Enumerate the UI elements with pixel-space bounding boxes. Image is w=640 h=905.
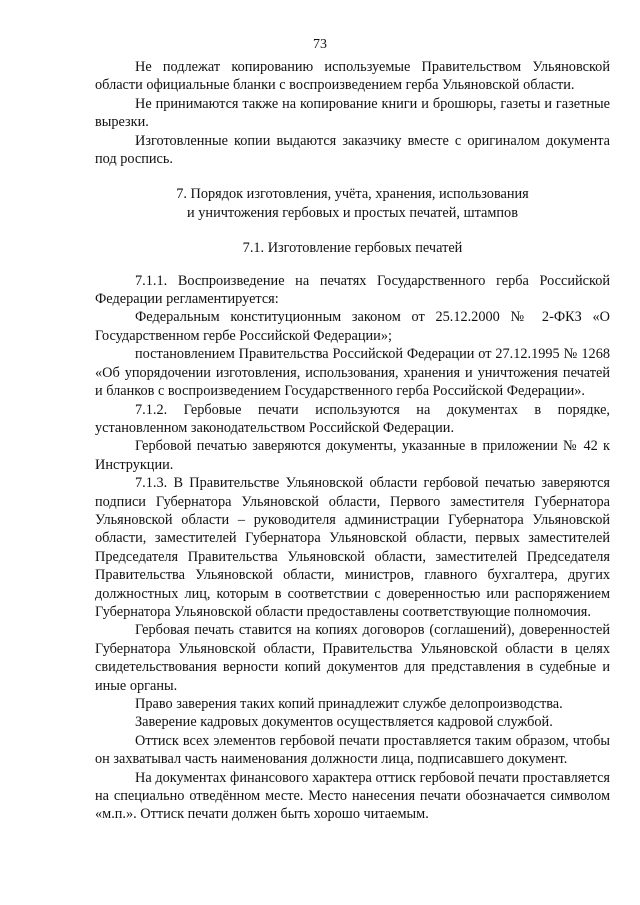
page-number: 73	[313, 37, 327, 52]
paragraph: 7.1.3. В Правительстве Ульяновской области гербовой печатью заверяются подписи Губернатора Ульяновской области, Первого заместителя Губернатора Ульяновской области – руководителя администрации Губернатора Ульяновской области, заместителей Губернатора Ульяновской области, первых заместителей Председателя Правительства Ульяновской области, заместителей Председателя Правительства Ульяновской области, министров, главного бухгалтера, других должностных лиц, которым в соответствии с доверенностью или распоряжением Губернатора Ульяновской области предоставлены соответствующие полномочия.	[95, 475, 610, 620]
paragraph: Гербовая печать ставится на копиях договоров (соглашений), доверенностей Губернатора Ульяновской области, Правительства Ульяновской области в целях свидетельствования верности копий документов для представления в судебные и иные органы.	[95, 622, 610, 694]
paragraph: На документах финансового характера оттиск гербовой печати проставляется на специально отведённом месте. Место нанесения печати обозначается символом «м.п.». Оттиск печати должен быть хорошо читаемым.	[95, 769, 610, 823]
paragraph: Гербовой печатью заверяются документы, указанные в приложении № 42 к Инструкции.	[95, 438, 610, 473]
section-heading-line-2: и уничтожения гербовых и простых печатей, штампов	[187, 204, 518, 221]
section-heading-line-1: 7. Порядок изготовления, учёта, хранения, использования	[176, 186, 529, 203]
subsection-heading: 7.1. Изготовление гербовых печатей	[242, 240, 463, 257]
paragraph: постановлением Правительства Российской Федерации от 27.12.1995 № 1268 «Об упорядочении изготовления, использования, хранения и уничтожения печатей и бланков с воспроизведением Государственного герба Российской Федерации».	[95, 346, 610, 400]
paragraph: 7.1.2. Гербовые печати используются на документах в порядке, установленном законодательством Российской Федерации.	[95, 401, 610, 436]
paragraph: Оттиск всех элементов гербовой печати проставляется таким образом, чтобы он захватывал часть наименования должности лица, подписавшего документ.	[95, 732, 610, 768]
paragraph: Не подлежат копированию используемые Правительством Ульяновской области официальные бланки с воспроизведением герба Ульяновской области.	[95, 59, 610, 94]
paragraph: Не принимаются также на копирование книги и брошюры, газеты и газетные вырезки.	[95, 95, 610, 131]
paragraph: Изготовленные копии выдаются заказчику вместе с оригиналом документа под роспись.	[95, 132, 610, 168]
paragraph: Федеральным конституционным законом от 25.12.2000 № 2-ФКЗ «О Государственном гербе Российской Федерации»;	[95, 309, 610, 344]
document-body	[95, 58, 610, 824]
paragraph: Право заверения таких копий принадлежит службе делопроизводства.	[135, 696, 563, 712]
paragraph: 7.1.1. Воспроизведение на печатях Государственного герба Российской Федерации регламентируется:	[95, 272, 610, 308]
paragraph: Заверение кадровых документов осуществляется кадровой службой.	[135, 714, 553, 731]
